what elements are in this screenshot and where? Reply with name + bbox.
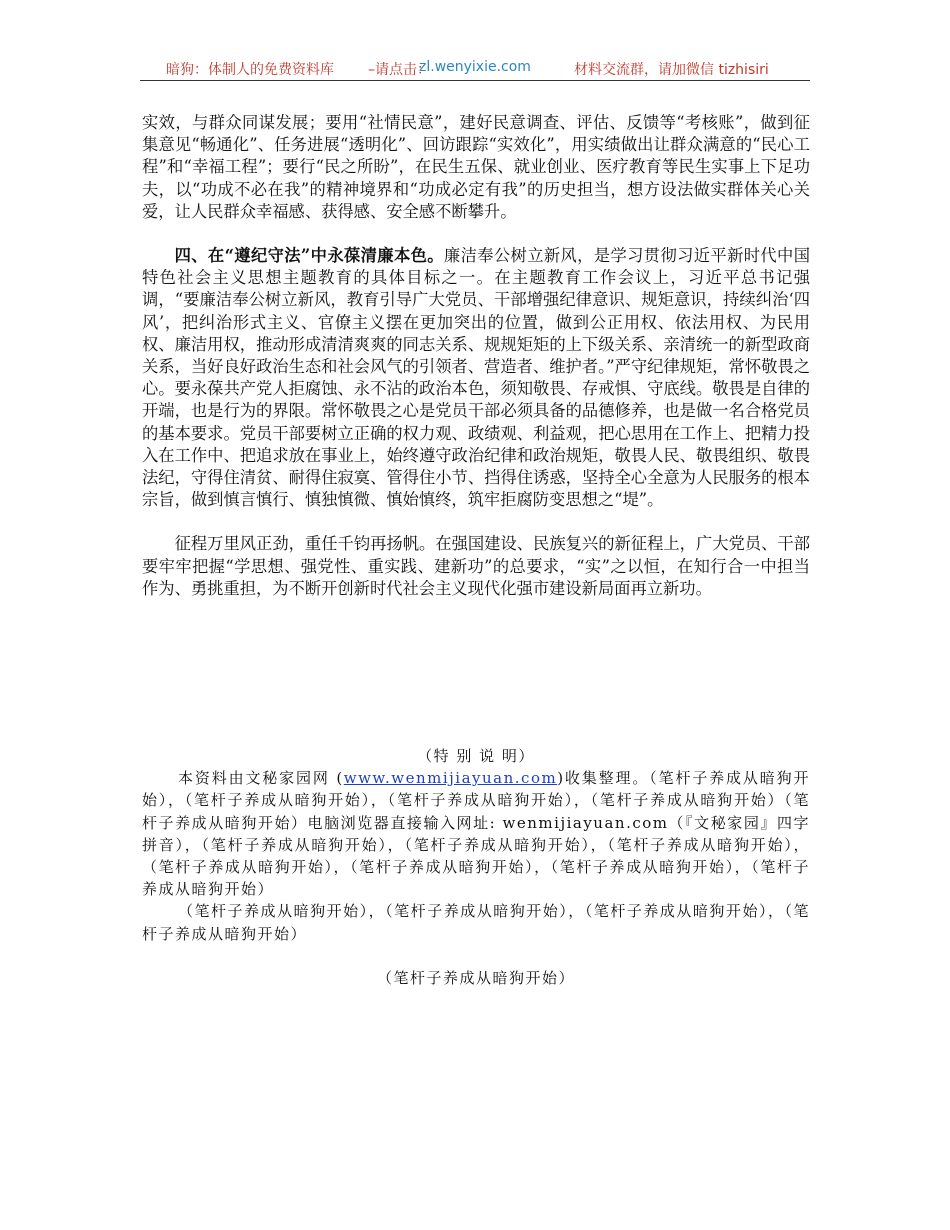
paragraph-2	[142, 245, 810, 511]
header-click-prompt: –请点击：	[368, 62, 431, 78]
paragraph-3: 征程万里风正劲，重任千钧再扬帆。在强国建设、民族复兴的新征程上，广大党员、干部要牢牢把握“学思想、强党性、重实践、建新功”的总要求，“实”之以恒，在知行合一中担当作为、勇挑重担，为不断开创新时代社会主义现代化强市建设新局面再立新功。	[142, 534, 810, 598]
note-title: （特 别 说 明）	[417, 747, 535, 765]
note-paragraph-2: （笔杆子养成从暗狗开始），（笔杆子养成从暗狗开始），（笔杆子养成从暗狗开始），（笔杆子养成从暗狗开始）	[142, 902, 810, 943]
paragraph-2-text: 廉洁奉公树立新风，是学习贯彻习近平新时代中国特色社会主义思想主题教育的具体目标之一。在主题教育工作会议上，习近平总书记强调，“要廉洁奉公树立新风，教育引导广大党员、干部增强纪律意识、规矩意识，持续纠治‘四风’，把纠治形式主义、官僚主义摆在更加突出的位置，做到公正用权、依法用权、为民用权、廉洁用权，推动形成清清爽爽的同志关系、规规矩矩的上下级关系、亲清统一的新型政商关系，当好良好政治生态和社会风气的引领者、营造者、维护者。”严守纪律规矩，常怀敬畏之心。要永葆共产党人拒腐蚀、永不沾的政治本色，须知敬畏、存戒惧、守底线。敬畏是自律的开端，也是行为的界限。常怀敬畏之心是党员干部必须具备的品德修养，也是做一名合格党员的基本要求。党员干部要树立正确的权力观、政绩观、利益观，把心思用在工作上、把精力投入在工作中、把追求放在事业上，始终遵守政治纪律和政治规矩，敬畏人民、敬畏组织、敬畏法纪，守得住清贫、耐得住寂寞、管得住小节、挡得住诱惑，坚持全心全意为人民服务的根本宗旨，做到慎言慎行、慎独慎微、慎始慎终，筑牢拒腐防变思想之“堤”。	[142, 246, 810, 510]
document-body	[142, 112, 810, 622]
header-site-link[interactable]: zl.wenyixie.com	[419, 59, 531, 75]
section-heading-4: 四、在“遵纪守法”中永葆清廉本色。	[174, 246, 444, 266]
note-pre-text: 本资料由文秘家园网 (	[178, 769, 344, 788]
note-website-link[interactable]: www.wenmijiayuan.com	[343, 769, 558, 788]
page-header	[140, 58, 810, 81]
header-wechat-info: 材料交流群，请加微信 tizhisiri	[574, 62, 769, 78]
paragraph-1: 实效，与群众同谋发展；要用“社情民意”，建好民意调查、评估、反馈等“考核账”，做到征集意见“畅通化”、任务进展“透明化”、回访跟踪“实效化”，用实绩做出让群众满意的“民心工程”和“幸福工程”；要行“民之所盼”，在民生五保、就业创业、医疗教育等民生实事上下足功夫，以“功成不必在我”的精神境界和“功成必定有我”的历史担当，想方设法做实群体关心关爱，让人民群众幸福感、获得感、安全感不断攀升。	[142, 113, 810, 221]
note-paragraph-1	[142, 767, 810, 900]
note-post-text: )收集整理。（笔杆子养成从暗狗开始），（笔杆子养成从暗狗开始），（笔杆子养成从暗狗开始），（笔杆子养成从暗狗开始）（笔杆子养成从暗狗开始）电脑浏览器直接输入网址: wenmijiayuan.com（『文秘家园』四字拼音），（笔杆子养成从暗狗开始），（笔杆子养成从暗狗开始），（笔杆子养成从暗狗开始），（笔杆子养成从暗狗开始），（笔杆子养成从暗狗开始），（笔杆子养成从暗狗开始），（笔杆子养成从暗狗开始）	[142, 769, 811, 899]
note-footer: （笔杆子养成从暗狗开始）	[376, 968, 575, 987]
special-note	[142, 745, 810, 989]
header-site-name: 暗狗：体制人的免费资料库	[166, 62, 334, 78]
